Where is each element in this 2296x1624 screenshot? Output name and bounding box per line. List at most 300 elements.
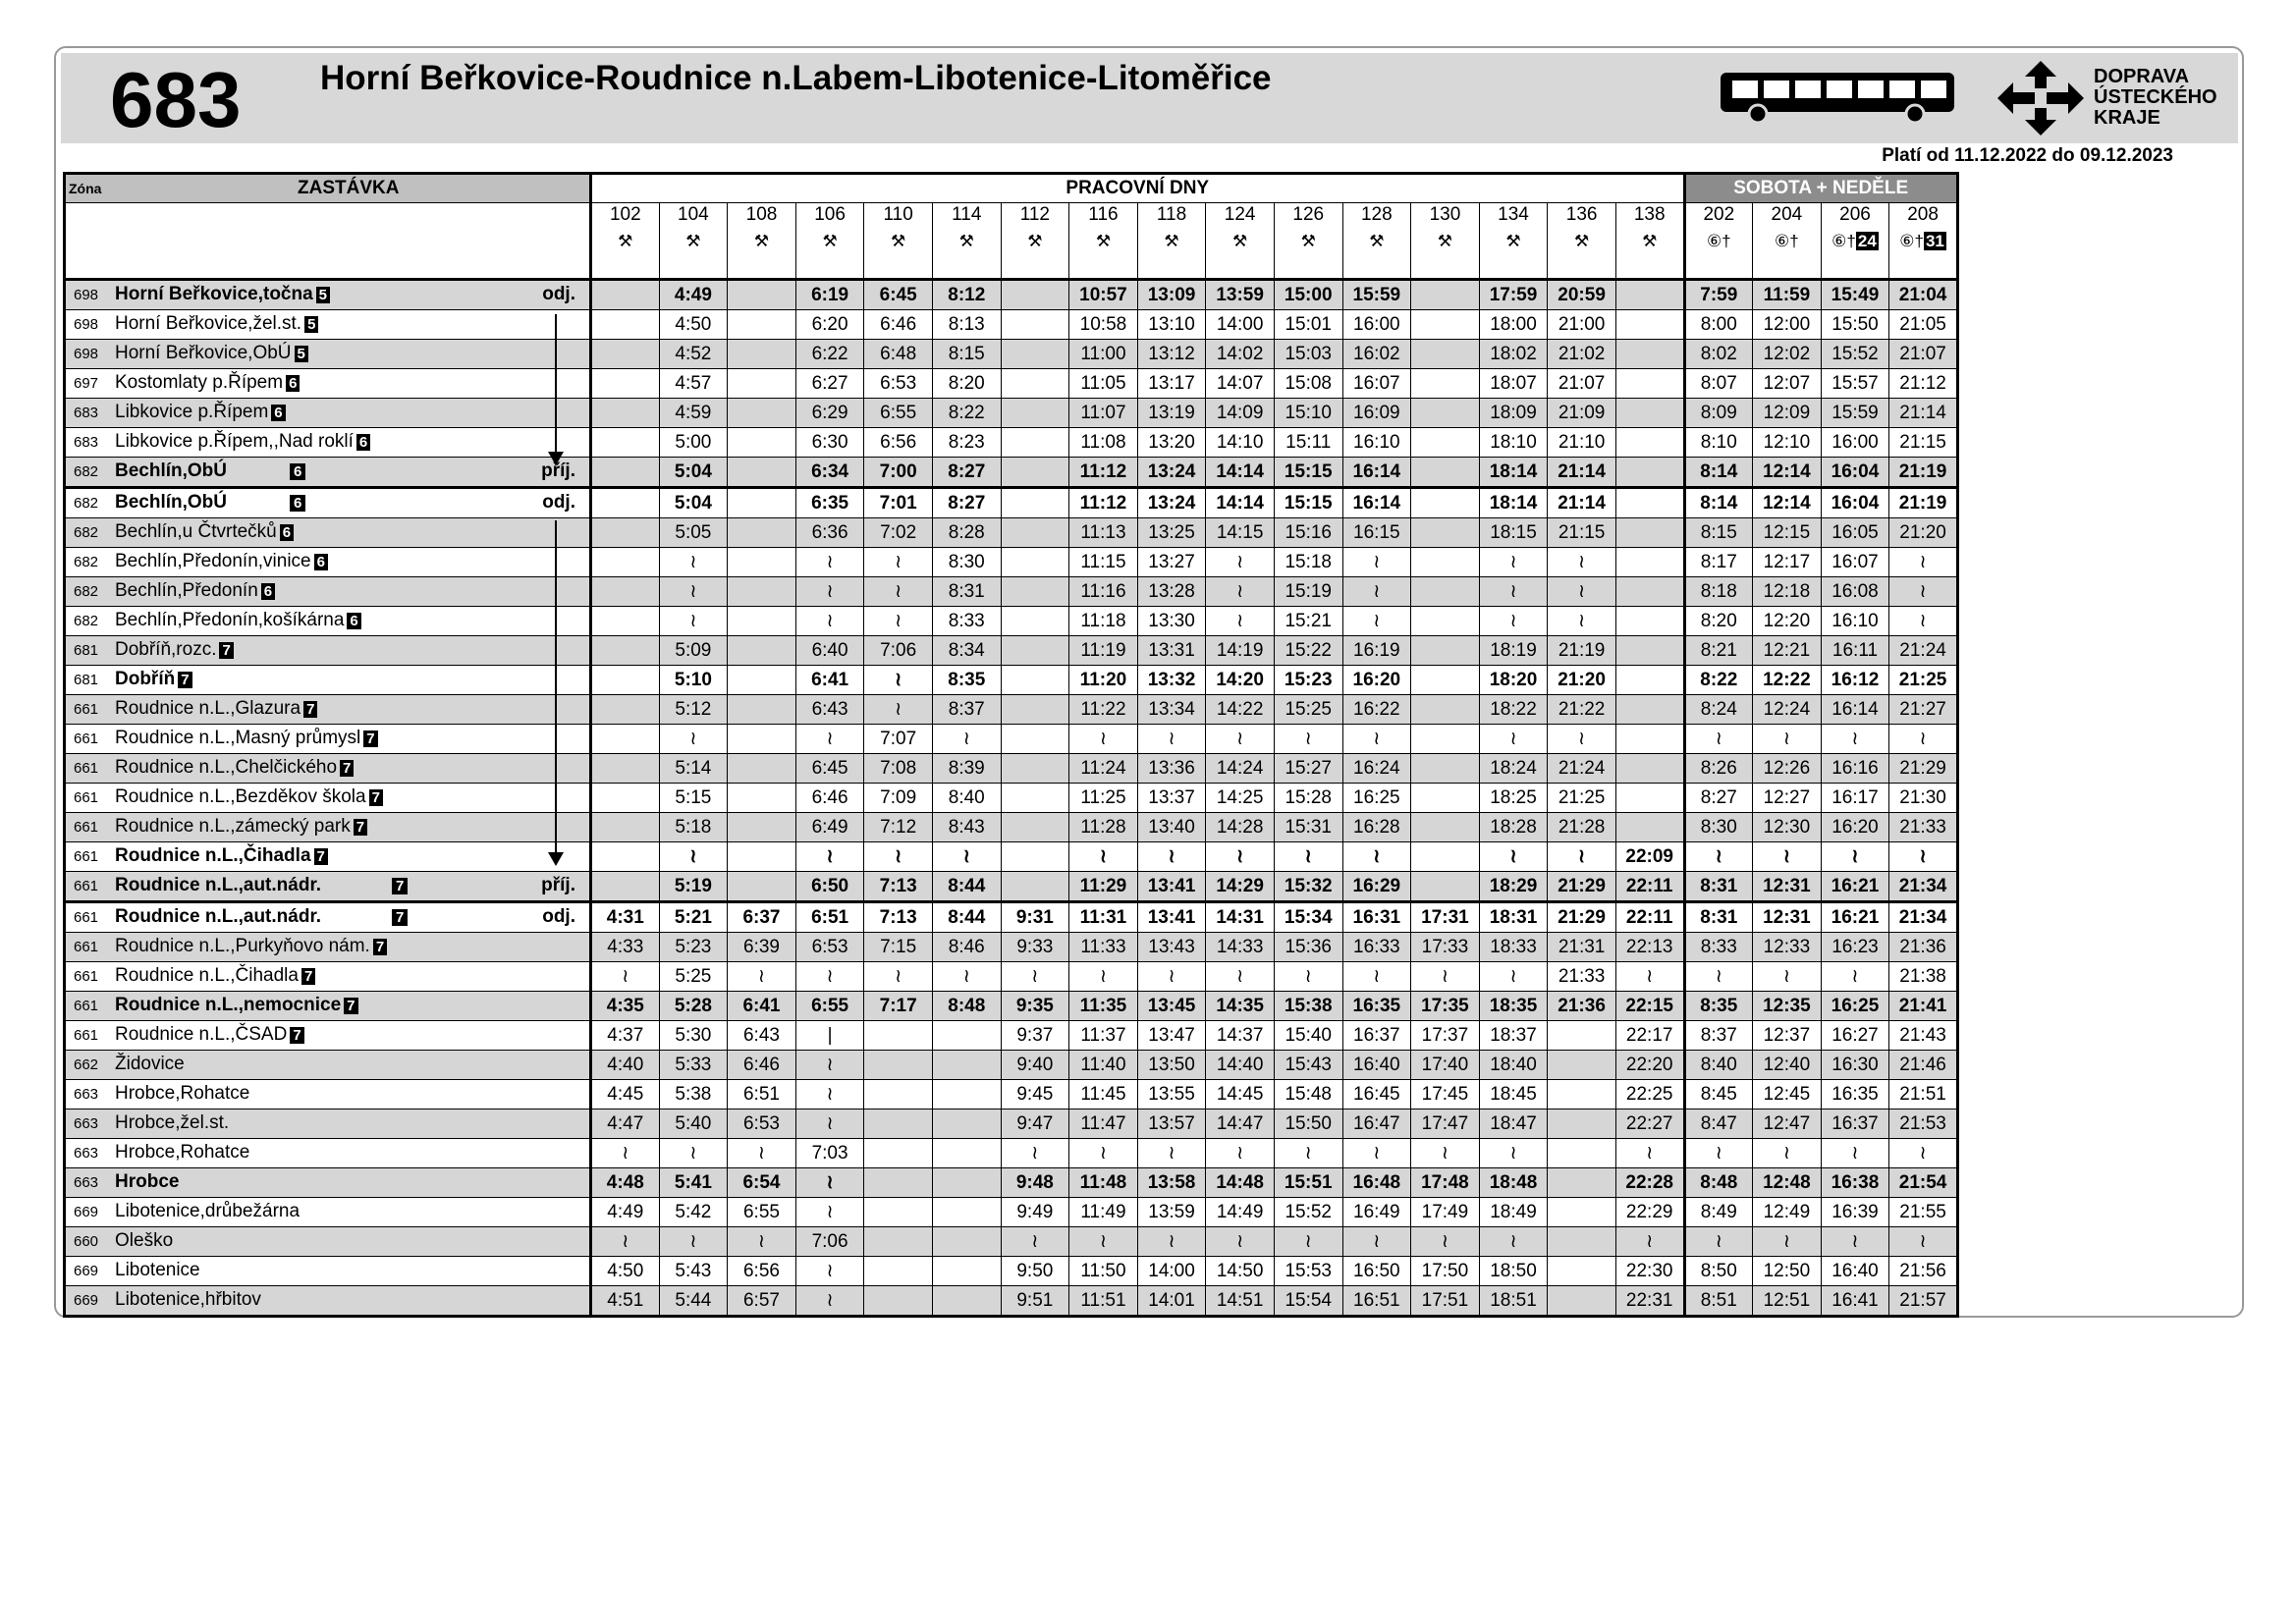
departure-time: [1615, 636, 1684, 666]
departure-time: 8:22: [932, 399, 1001, 428]
departure-time: 4:37: [591, 1021, 660, 1051]
trip-operating-days-icon: ⚒: [1437, 232, 1453, 250]
trip-number: 136 ⚒: [1548, 203, 1616, 280]
departure-time: 18:09: [1479, 399, 1548, 428]
departure-time: 6:29: [795, 399, 864, 428]
departure-time: 15:10: [1274, 399, 1342, 428]
departure-time: [591, 428, 660, 458]
stop-name-cell: [65, 1110, 591, 1139]
zone-number: 661: [74, 1027, 99, 1044]
departure-time: 13:40: [1137, 813, 1206, 842]
departure-time: 12:51: [1753, 1286, 1822, 1317]
table-row: [65, 842, 1958, 872]
departure-time: ≀: [1821, 1139, 1889, 1168]
table-row: [65, 902, 1958, 933]
departure-time: [1001, 754, 1069, 784]
departure-time: 11:07: [1069, 399, 1138, 428]
departure-time: 8:21: [1684, 636, 1753, 666]
departure-time: 8:02: [1684, 340, 1753, 369]
stop-name-cell: [65, 280, 591, 310]
departure-time: 13:45: [1137, 992, 1206, 1021]
departure-time: 12:49: [1753, 1198, 1822, 1227]
departure-time: ≀: [1889, 1139, 1958, 1168]
departure-time: [728, 813, 796, 842]
departure-time: 6:53: [728, 1110, 796, 1139]
departure-time: 11:08: [1069, 428, 1138, 458]
stop-name-cell: [65, 458, 591, 488]
departure-time: 21:36: [1548, 992, 1616, 1021]
departure-time: 8:31: [932, 577, 1001, 607]
zone-number: 683: [74, 405, 99, 421]
departure-time: [1548, 1110, 1616, 1139]
zone-number: 663: [74, 1115, 99, 1132]
stop-name: Horní Beřkovice,žel.st.: [115, 313, 302, 334]
departure-time: 18:20: [1479, 666, 1548, 695]
departure-time: [932, 1198, 1001, 1227]
departure-time: 21:25: [1889, 666, 1958, 695]
stop-name: Horní Beřkovice,točna: [115, 284, 313, 304]
departure-time: 15:32: [1274, 872, 1342, 902]
stop-name-cell: [65, 666, 591, 695]
departure-time: 5:18: [659, 813, 728, 842]
departure-time: ≀: [1821, 842, 1889, 872]
departure-time: [864, 1198, 933, 1227]
departure-time: [1411, 280, 1480, 310]
departure-time: 6:56: [864, 428, 933, 458]
departure-time: 22:28: [1615, 1168, 1684, 1198]
departure-time: 21:00: [1548, 310, 1616, 340]
stop-name-cell: [65, 962, 591, 992]
stop-name: Libotenice,hřbitov: [115, 1289, 261, 1310]
trip-operating-days-icon: ⚒: [685, 232, 701, 250]
departure-time: 6:40: [795, 636, 864, 666]
departure-time: ≀: [1342, 548, 1411, 577]
departure-time: [1411, 548, 1480, 577]
stop-name: Roudnice n.L.,zámecký park: [115, 816, 351, 837]
departure-time: 13:09: [1137, 280, 1206, 310]
stop-name-cell: [65, 902, 591, 933]
departure-time: ≀: [864, 548, 933, 577]
departure-time: 8:27: [932, 488, 1001, 518]
departure-time: 8:50: [1684, 1257, 1753, 1286]
departure-time: 15:50: [1274, 1110, 1342, 1139]
departure-time: 21:25: [1548, 784, 1616, 813]
departure-time: 8:26: [1684, 754, 1753, 784]
departure-time: ≀: [1411, 962, 1480, 992]
tariff-zone-badge: 7: [301, 968, 315, 985]
stop-name: Horní Beřkovice,ObÚ: [115, 343, 292, 363]
stop-name: Libotenice,drůbežárna: [115, 1201, 301, 1221]
departure-time: [728, 872, 796, 902]
tariff-zone-badge: 7: [373, 939, 387, 955]
tariff-zone-badge: 7: [344, 998, 357, 1014]
departure-time: ≀: [795, 577, 864, 607]
departure-time: 16:39: [1821, 1198, 1889, 1227]
departure-time: ≀: [864, 962, 933, 992]
departure-time: [932, 1080, 1001, 1110]
table-row: [65, 428, 1958, 458]
departure-time: 12:26: [1753, 754, 1822, 784]
departure-time: 21:41: [1889, 992, 1958, 1021]
direction-arrow: [555, 520, 557, 857]
departure-time: ≀: [1821, 725, 1889, 754]
departure-time: [591, 369, 660, 399]
departure-time: ≀: [659, 607, 728, 636]
weekday-section-header: PRACOVNÍ DNY: [591, 174, 1685, 203]
departure-time: [1001, 725, 1069, 754]
departure-time: 11:49: [1069, 1198, 1138, 1227]
departure-time: [728, 488, 796, 518]
departure-time: 22:30: [1615, 1257, 1684, 1286]
departure-time: 10:58: [1069, 310, 1138, 340]
departure-time: [591, 458, 660, 488]
departure-time: ≀: [1206, 607, 1275, 636]
departure-time: 22:15: [1615, 992, 1684, 1021]
departure-time: 8:22: [1684, 666, 1753, 695]
departure-time: 16:10: [1821, 607, 1889, 636]
departure-time: 6:43: [795, 695, 864, 725]
departure-time: 7:07: [864, 725, 933, 754]
departure-time: ≀: [1206, 1227, 1275, 1257]
departure-time: ≀: [1137, 842, 1206, 872]
departure-time: 13:57: [1137, 1110, 1206, 1139]
departure-time: 8:07: [1684, 369, 1753, 399]
departure-time: 7:13: [864, 902, 933, 933]
departure-time: [1615, 725, 1684, 754]
departure-time: [591, 754, 660, 784]
departure-time: 16:24: [1342, 754, 1411, 784]
departure-time: ≀: [1479, 607, 1548, 636]
departure-time: 21:51: [1889, 1080, 1958, 1110]
departure-time: [1411, 813, 1480, 842]
stop-name: Bechlín,Předonín,vinice: [115, 551, 311, 571]
departure-time: 11:59: [1753, 280, 1822, 310]
departure-time: ≀: [1479, 577, 1548, 607]
departure-time: [932, 1051, 1001, 1080]
departure-time: 17:45: [1411, 1080, 1480, 1110]
zone-number: 661: [74, 760, 99, 777]
departure-time: 5:04: [659, 458, 728, 488]
zone-number: 662: [74, 1056, 99, 1073]
trip-number: 110 ⚒: [864, 203, 933, 280]
departure-time: 14:35: [1206, 992, 1275, 1021]
departure-time: 9:35: [1001, 992, 1069, 1021]
departure-time: ≀: [591, 1227, 660, 1257]
departure-time: 15:22: [1274, 636, 1342, 666]
trip-operating-days-icon: ⚒: [1369, 232, 1385, 250]
departure-time: 4:50: [591, 1257, 660, 1286]
departure-time: 15:34: [1274, 902, 1342, 933]
departure-time: [1411, 725, 1480, 754]
departure-time: 21:14: [1548, 488, 1616, 518]
departure-time: 12:02: [1753, 340, 1822, 369]
departure-time: ≀: [1753, 842, 1822, 872]
stop-name-cell: [65, 1051, 591, 1080]
departure-time: 17:40: [1411, 1051, 1480, 1080]
tariff-zone-badge: 7: [392, 878, 408, 894]
departure-time: ≀: [795, 1110, 864, 1139]
departure-time: [1615, 607, 1684, 636]
trip-operating-days-icon: ⚒: [1164, 232, 1179, 250]
zone-number: 663: [74, 1174, 99, 1191]
logo-text: DOPRAVA ÚSTECKÉHO KRAJE: [2094, 66, 2217, 129]
departure-time: 16:48: [1342, 1168, 1411, 1198]
departure-time: ≀: [659, 1139, 728, 1168]
departure-time: 6:51: [728, 1080, 796, 1110]
trip-number: 208 ⑥† 31: [1889, 203, 1958, 280]
departure-time: [728, 458, 796, 488]
departure-time: ≀: [659, 1227, 728, 1257]
departure-time: [864, 1139, 933, 1168]
departure-time: 6:39: [728, 933, 796, 962]
departure-time: [1548, 1080, 1616, 1110]
stop-name-cell: [65, 813, 591, 842]
departure-time: ≀: [659, 842, 728, 872]
trip-operating-days-icon: ⚒: [1573, 232, 1590, 250]
departure-time: 11:19: [1069, 636, 1138, 666]
stop-name-cell: [65, 636, 591, 666]
departure-time: [728, 399, 796, 428]
departure-time: [1411, 488, 1480, 518]
departure-time: 8:10: [1684, 428, 1753, 458]
stop-name-cell: [65, 842, 591, 872]
stop-name-cell: [65, 1198, 591, 1227]
departure-time: [1001, 340, 1069, 369]
stop-name-cell: [65, 607, 591, 636]
departure-time: 15:43: [1274, 1051, 1342, 1080]
trip-operating-days-icon: ⚒: [1505, 232, 1521, 250]
departure-time: 6:41: [728, 992, 796, 1021]
departure-time: 16:25: [1342, 784, 1411, 813]
departure-time: 14:50: [1206, 1257, 1275, 1286]
departure-time: 13:30: [1137, 607, 1206, 636]
departure-time: 16:31: [1342, 902, 1411, 933]
departure-time: 5:12: [659, 695, 728, 725]
departure-time: 14:33: [1206, 933, 1275, 962]
departure-time: 15:53: [1274, 1257, 1342, 1286]
tariff-zone-badge: 6: [290, 463, 305, 480]
departure-time: 12:14: [1753, 488, 1822, 518]
departure-time: 14:19: [1206, 636, 1275, 666]
departure-time: 15:59: [1342, 280, 1411, 310]
departure-time: ≀: [1889, 548, 1958, 577]
departure-time: 14:40: [1206, 1051, 1275, 1080]
departure-time: [1411, 636, 1480, 666]
departure-time: 22:11: [1615, 902, 1684, 933]
departure-time: 6:27: [795, 369, 864, 399]
departure-time: 12:18: [1753, 577, 1822, 607]
line-number: 683: [110, 56, 242, 143]
trip-number: 128 ⚒: [1342, 203, 1411, 280]
departure-time: 9:48: [1001, 1168, 1069, 1198]
trip-number: 112 ⚒: [1001, 203, 1069, 280]
departure-time: 18:47: [1479, 1110, 1548, 1139]
departure-time: 14:28: [1206, 813, 1275, 842]
departure-time: [864, 1051, 933, 1080]
departure-time: 5:40: [659, 1110, 728, 1139]
departure-time: 4:57: [659, 369, 728, 399]
departure-time: ≀: [1889, 725, 1958, 754]
departure-time: 11:18: [1069, 607, 1138, 636]
departure-time: 16:04: [1821, 488, 1889, 518]
stop-name-cell: [65, 548, 591, 577]
departure-time: [1411, 607, 1480, 636]
departure-time: 13:24: [1137, 488, 1206, 518]
departure-time: [1411, 872, 1480, 902]
departure-time: 16:09: [1342, 399, 1411, 428]
trip-number: 114 ⚒: [932, 203, 1001, 280]
departure-time: [932, 1168, 1001, 1198]
stop-name: Libotenice: [115, 1260, 200, 1280]
departure-time: 14:51: [1206, 1286, 1275, 1317]
table-row: [65, 488, 1958, 518]
departure-time: [1615, 784, 1684, 813]
departure-time: 21:38: [1889, 962, 1958, 992]
departure-time: 16:50: [1342, 1257, 1411, 1286]
table-row: [65, 1021, 1958, 1051]
departure-time: 4:50: [659, 310, 728, 340]
departure-time: [1411, 428, 1480, 458]
departure-time: 14:09: [1206, 399, 1275, 428]
doprava-ustecky-kraj-logo-icon: [1995, 59, 2086, 137]
departure-time: [864, 1110, 933, 1139]
departure-time: 16:00: [1821, 428, 1889, 458]
departure-time: 6:20: [795, 310, 864, 340]
departure-time: [591, 548, 660, 577]
zone-number: 698: [74, 316, 99, 333]
zone-number: 681: [74, 672, 99, 688]
stop-name-cell: [65, 695, 591, 725]
departure-time: 13:41: [1137, 902, 1206, 933]
tariff-zone-badge: 7: [369, 789, 383, 806]
departure-time: [932, 1021, 1001, 1051]
departure-time: 8:37: [1684, 1021, 1753, 1051]
departure-time: 13:17: [1137, 369, 1206, 399]
departure-time: 8:27: [932, 458, 1001, 488]
stop-name-cell: [65, 1168, 591, 1198]
departure-time: 8:33: [1684, 933, 1753, 962]
departure-time: [1411, 754, 1480, 784]
departure-time: [728, 369, 796, 399]
stop-name: Hrobce,Rohatce: [115, 1142, 250, 1163]
trip-number: 102 ⚒: [591, 203, 660, 280]
departure-time: 16:30: [1821, 1051, 1889, 1080]
stop-name-cell: [65, 428, 591, 458]
departure-time: 8:12: [932, 280, 1001, 310]
departure-time: 8:39: [932, 754, 1001, 784]
table-row: [65, 962, 1958, 992]
departure-time: [1001, 280, 1069, 310]
departure-time: 15:28: [1274, 784, 1342, 813]
departure-time: ≀: [1411, 1139, 1480, 1168]
departure-time: 8:48: [932, 992, 1001, 1021]
departure-time: 4:49: [591, 1198, 660, 1227]
zone-number: 682: [74, 613, 99, 629]
departure-time: 12:09: [1753, 399, 1822, 428]
departure-time: ≀: [1889, 1227, 1958, 1257]
departure-time: 21:54: [1889, 1168, 1958, 1198]
departure-time: 14:47: [1206, 1110, 1275, 1139]
table-row: [65, 636, 1958, 666]
departure-time: 12:35: [1753, 992, 1822, 1021]
departure-time: 16:20: [1821, 813, 1889, 842]
departure-time: ≀: [659, 548, 728, 577]
departure-time: 17:31: [1411, 902, 1480, 933]
trip-operating-days-icon: ⚒: [1232, 232, 1248, 250]
departure-time: 18:00: [1479, 310, 1548, 340]
table-row: [65, 310, 1958, 340]
departure-time: 13:58: [1137, 1168, 1206, 1198]
departure-time: 4:59: [659, 399, 728, 428]
trip-number: 126 ⚒: [1274, 203, 1342, 280]
table-row: [65, 369, 1958, 399]
departure-time: ≀: [1479, 1227, 1548, 1257]
stop-name: Kostomlaty p.Řípem: [115, 372, 284, 393]
departure-time: [1615, 369, 1684, 399]
departure-time: 21:22: [1548, 695, 1616, 725]
departure-time: 15:19: [1274, 577, 1342, 607]
departure-time: 12:07: [1753, 369, 1822, 399]
trip-number: 116 ⚒: [1069, 203, 1138, 280]
departure-time: ≀: [1684, 1139, 1753, 1168]
departure-time: [1411, 784, 1480, 813]
trip-operating-days-icon: ⚒: [1642, 232, 1658, 250]
departure-time: [1411, 310, 1480, 340]
zone-number: 681: [74, 642, 99, 659]
departure-time: 11:31: [1069, 902, 1138, 933]
departure-time: 11:51: [1069, 1286, 1138, 1317]
departure-time: 15:36: [1274, 933, 1342, 962]
departure-time: 13:10: [1137, 310, 1206, 340]
table-row: [65, 1168, 1958, 1198]
departure-time: 21:24: [1889, 636, 1958, 666]
stop-name: Roudnice n.L.,aut.nádr.: [115, 875, 322, 895]
departure-time: 5:38: [659, 1080, 728, 1110]
trip-operating-days-icon: ⚒: [822, 232, 838, 250]
departure-time: 16:04: [1821, 458, 1889, 488]
zone-number: 698: [74, 346, 99, 362]
departure-time: ≀: [1548, 842, 1616, 872]
departure-time: 12:50: [1753, 1257, 1822, 1286]
departure-time: 22:13: [1615, 933, 1684, 962]
departure-time: 8:09: [1684, 399, 1753, 428]
zone-number: 669: [74, 1292, 99, 1309]
departure-time: [728, 725, 796, 754]
departure-time: ≀: [795, 1286, 864, 1317]
departure-time: [728, 518, 796, 548]
departure-time: 12:40: [1753, 1051, 1822, 1080]
departure-time: [864, 1286, 933, 1317]
departure-time: [591, 577, 660, 607]
departure-time: ≀: [1001, 1139, 1069, 1168]
zone-number: 661: [74, 998, 99, 1014]
departure-time: ≀: [1615, 1227, 1684, 1257]
departure-time: 5:41: [659, 1168, 728, 1198]
departure-time: 6:43: [728, 1021, 796, 1051]
departure-time: ≀: [1342, 577, 1411, 607]
departure-time: 16:00: [1342, 310, 1411, 340]
table-row: [65, 725, 1958, 754]
departure-time: 6:37: [728, 902, 796, 933]
departure-time: 9:47: [1001, 1110, 1069, 1139]
departure-time: [1615, 280, 1684, 310]
departure-time: 21:19: [1889, 458, 1958, 488]
departure-time: ≀: [1342, 962, 1411, 992]
stop-name-cell: [65, 1139, 591, 1168]
departure-time: ≀: [1137, 962, 1206, 992]
departure-time: 9:37: [1001, 1021, 1069, 1051]
departure-time: [1615, 548, 1684, 577]
